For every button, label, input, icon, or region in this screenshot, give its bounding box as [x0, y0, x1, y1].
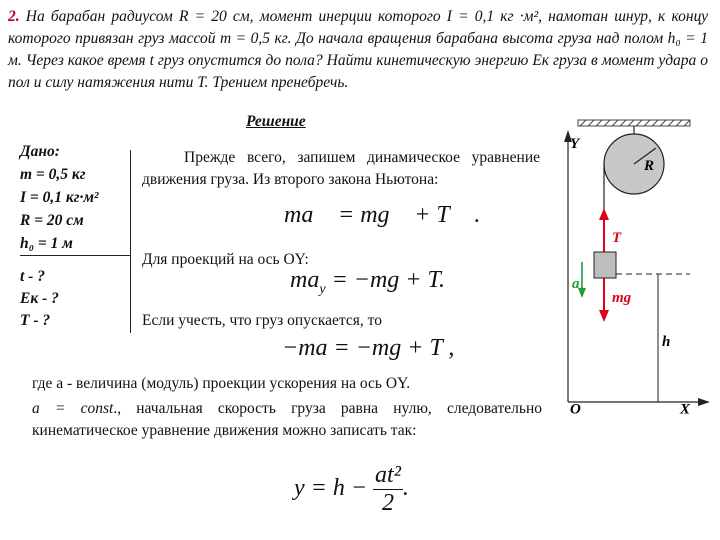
solution-heading: Решение	[246, 113, 306, 130]
given-divider-horizontal	[20, 255, 130, 256]
paragraph-where: где a - величина (модуль) проекции ускорения на ось OY.	[32, 375, 411, 392]
paragraph-kinematic: a = const., начальная скорость груза равна нулю, следовательно кинематическое уравнение движения можно записать так:	[32, 400, 542, 439]
paragraph-newton: Прежде всего, запишем динамическое уравнение движения груза. Из второго закона Ньютона:	[142, 149, 540, 188]
accel-label: a	[572, 276, 580, 292]
radius-label: R	[644, 158, 655, 174]
given-item: R = 20 см	[20, 212, 84, 229]
given-block	[20, 140, 99, 255]
gravity-arrowhead	[599, 310, 609, 322]
given-item: h₀ = 1 м	[20, 235, 73, 252]
equation-kinematic: y = h − $\frac{\text{at²}}{2}$ .	[294, 462, 409, 516]
y-axis-label: Y	[570, 136, 580, 152]
x-axis-arrow	[698, 398, 710, 406]
problem-statement	[8, 6, 708, 94]
given-item: I = 0,1 кг·м²	[20, 189, 99, 206]
paragraph-projection: Для проекций на ось OY:	[142, 251, 309, 268]
equation-vector: ma⃗ = mg⃗ + T⃗ .	[284, 202, 481, 228]
ceiling	[578, 120, 690, 126]
problem-text: На барабан радиусом R = 20 см, момент инерции которого I = 0,1 кг ·м², намотан шнур, к концу которого привязан груз массой m = 0,5 кг. До начала вращения барабана высота груза над полом h₀ = 1 м. Через какое время t груз опустится до пола? Найти кинетическую энергию Eк груза в момент удара о пол и силу натяжения нити T. Трением пренебречь.	[8, 8, 708, 91]
equation-projection: $ma_y = -mg + T$.	[290, 267, 446, 297]
given-divider-vertical	[130, 150, 131, 333]
gravity-label: mg	[612, 290, 632, 306]
problem-number: 2.	[8, 8, 20, 25]
height-label: h	[662, 334, 671, 350]
tension-label: T	[612, 230, 622, 246]
given-item: m = 0,5 кг	[20, 166, 86, 183]
paragraph-descending: Если учесть, что груз опускается, то	[142, 312, 382, 329]
tension-arrowhead	[599, 208, 609, 220]
equation-scalar: −ma = −mg + T ,	[282, 335, 455, 361]
load-block	[594, 252, 616, 278]
drum-diagram	[548, 112, 718, 420]
x-axis-label: X	[680, 401, 691, 418]
given-title: Дано:	[20, 143, 60, 160]
fraction: $\frac{\text{at²}}{2}$	[375, 462, 401, 516]
find-item: T - ?	[20, 312, 51, 329]
find-item: t - ?	[20, 268, 45, 285]
origin-label: O	[570, 401, 581, 418]
find-block	[20, 266, 59, 332]
find-item: Eк - ?	[20, 290, 59, 307]
